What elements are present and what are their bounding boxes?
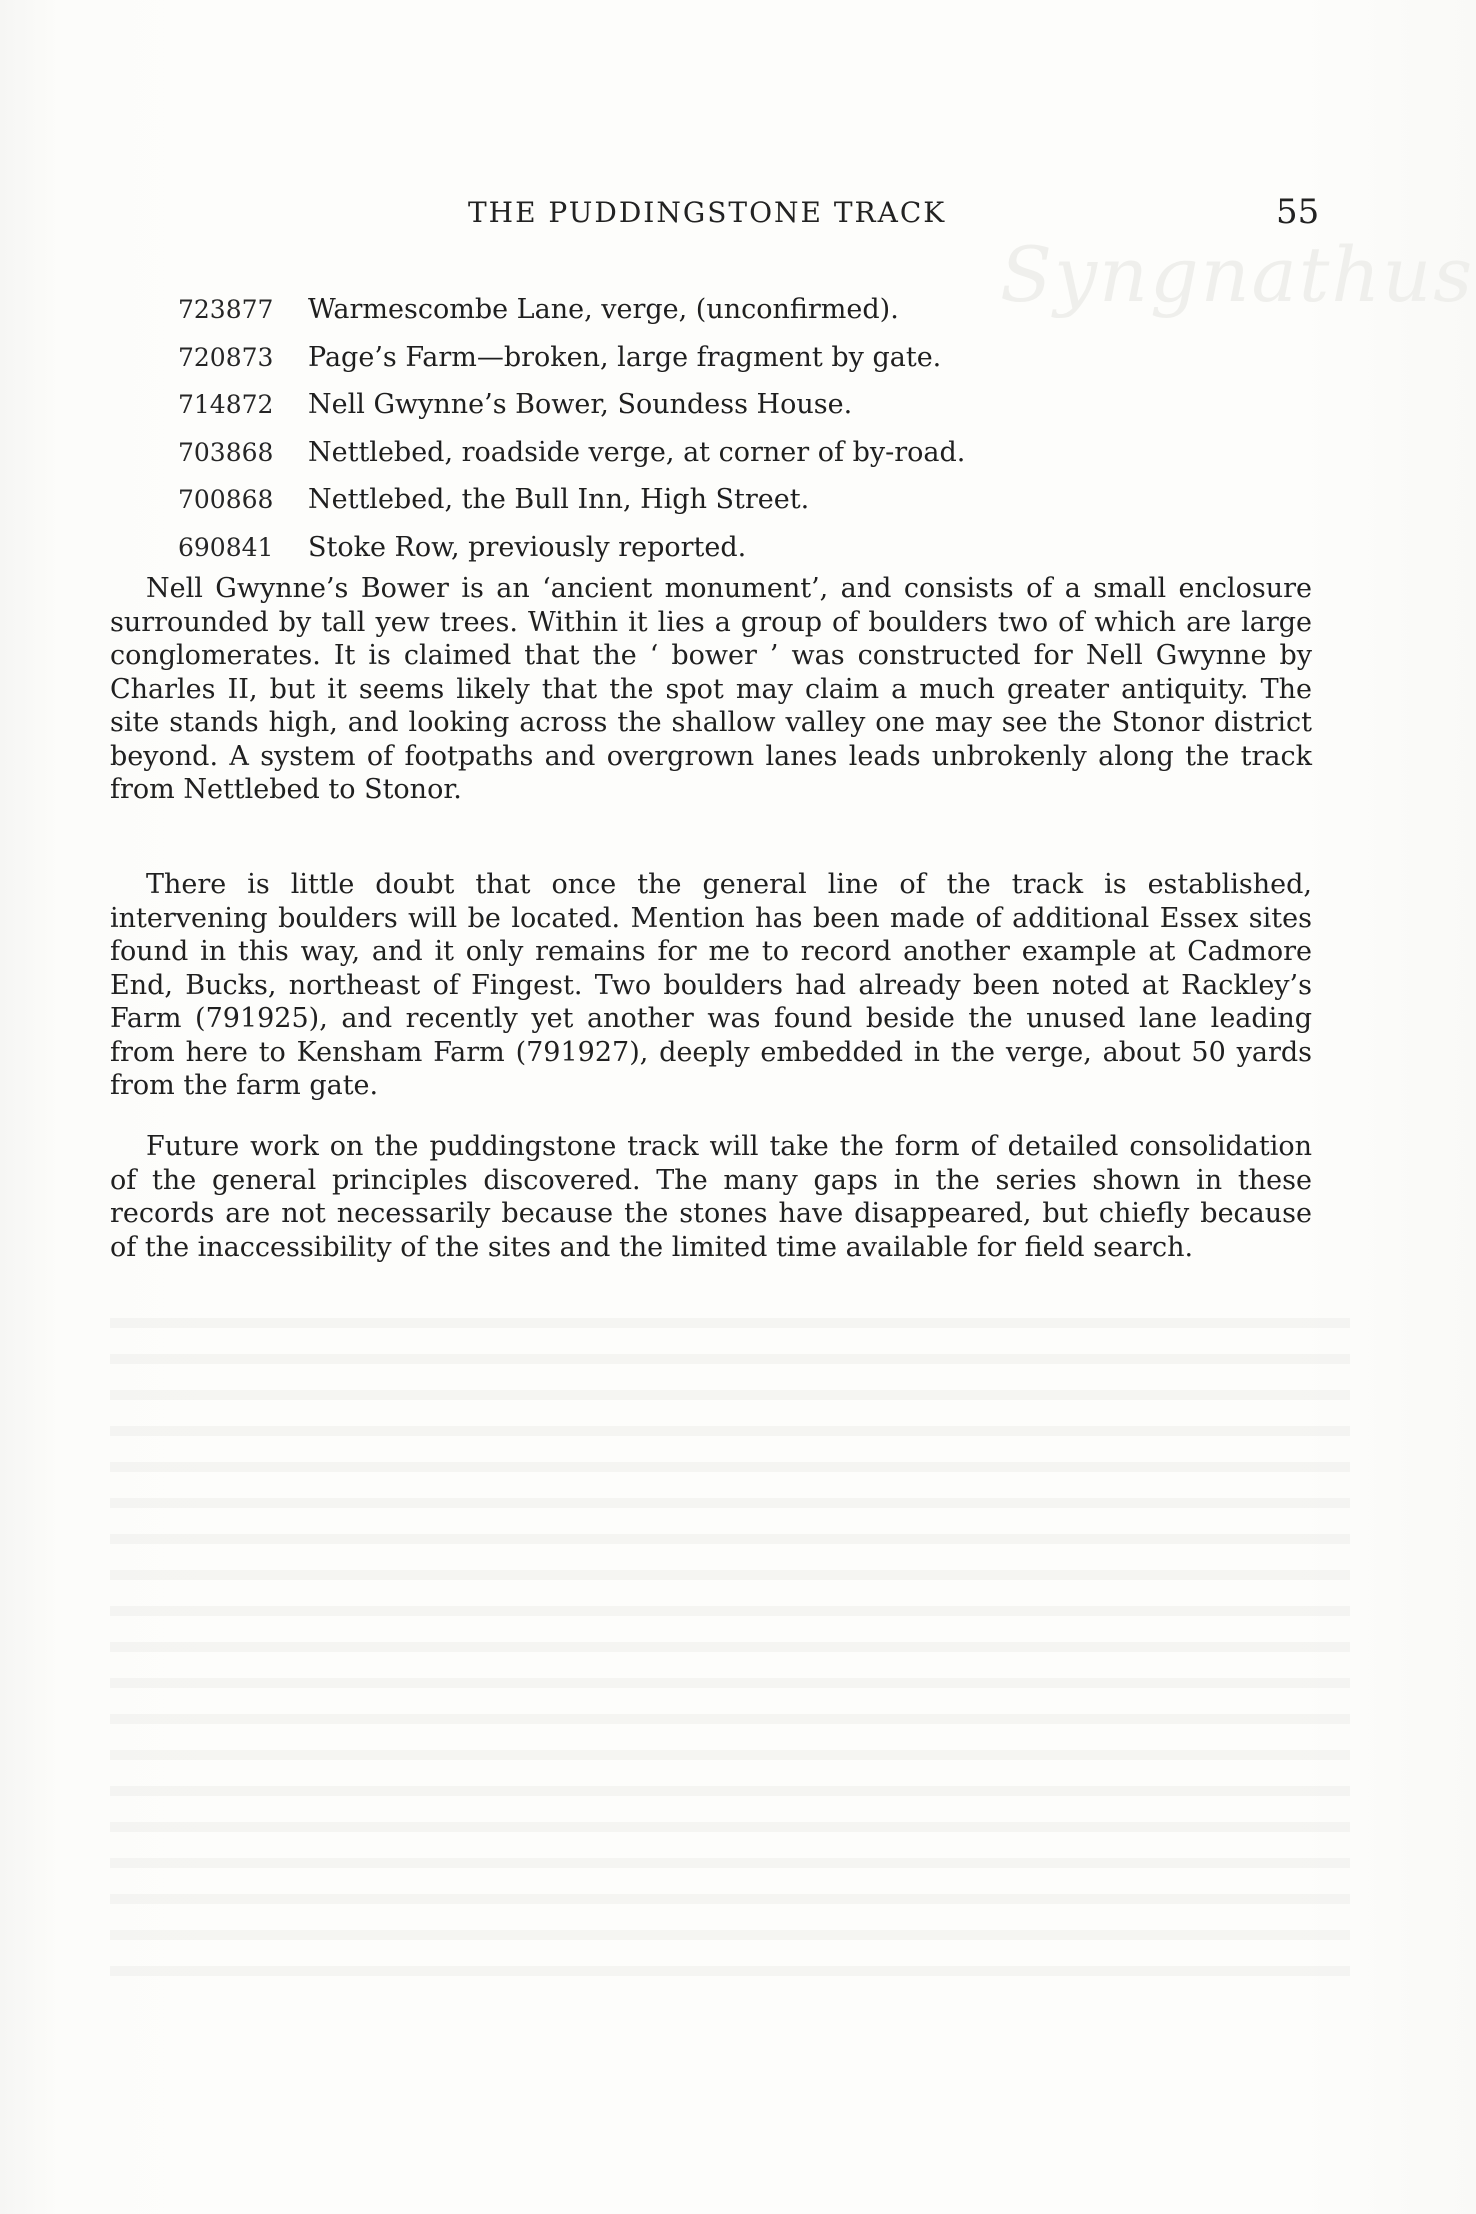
running-title: THE PUDDINGSTONE TRACK [468, 196, 947, 229]
grid-reference: 700868 [178, 485, 274, 514]
site-description: Nell Gwynne’s Bower, Soundess House. [308, 389, 853, 420]
site-description: Page’s Farm—broken, large fragment by gate. [308, 341, 942, 373]
site-description: Warmescombe Lane, verge, (unconfirmed). [308, 294, 899, 325]
site-entry [178, 381, 1328, 429]
site-list [178, 286, 1328, 571]
grid-reference: 703868 [178, 437, 274, 467]
page-number: 55 [1276, 192, 1320, 232]
grid-reference: 714872 [178, 390, 274, 419]
paragraph-text: Nell Gwynne’s Bower is an ‘ancient monument’, and consists of a small enclosure surrounded by tall yew trees. Within it lies a group of boulders two of which are large conglomerates. It is claimed that the ‘ bower ’ was constructed for Nell Gwynne by Charles II, but it seems likely that the spot may claim a much greater antiquity. The site stands high, and looking across the shallow valley one may see the Stonor district beyond. A system of footpaths and overgrown lanes leads unbrokenly along the track from Nettlebed to Stonor. [110, 573, 1312, 805]
site-entry [178, 286, 1328, 334]
site-entry [178, 476, 1328, 524]
grid-reference: 720873 [178, 342, 274, 372]
site-description: Nettlebed, roadside verge, at corner of by-road. [308, 436, 966, 468]
site-description: Nettlebed, the Bull Inn, High Street. [308, 484, 810, 515]
site-description: Stoke Row, previously reported. [308, 531, 747, 563]
paragraph-text: Future work on the puddingstone track will take the form of detailed consolidation of the general principles discovered. The many gaps in the series shown in these records are not necessarily because the stones have disappeared, but chiefly because of the inaccessibility of the sites and the limited time available for field search. [110, 1131, 1312, 1263]
running-head [0, 192, 1476, 236]
show-through-lines [110, 1300, 1350, 2000]
paragraph-bower [110, 572, 1312, 807]
grid-reference: 690841 [178, 532, 274, 562]
paragraph-future-work [110, 1130, 1312, 1264]
site-entry [178, 524, 1328, 572]
grid-reference: 723877 [178, 295, 274, 324]
show-through-text: Syngnathus [1000, 230, 1475, 319]
paragraph-intervening-boulders [110, 868, 1312, 1103]
paragraph-text: There is little doubt that once the general line of the track is established, intervening boulders will be located. Mention has been made of additional Essex sites found in this way, and it only remains for me to record another example at Cadmore End, Bucks, northeast of Fingest. Two boulders had already been noted at Rackley’s Farm (791925), and recently yet another was found beside the unused lane leading from here to Kensham Farm (791927), deeply embedded in the verge, about 50 yards from the farm gate. [110, 869, 1312, 1101]
site-entry [178, 429, 1328, 477]
site-entry [178, 334, 1328, 382]
